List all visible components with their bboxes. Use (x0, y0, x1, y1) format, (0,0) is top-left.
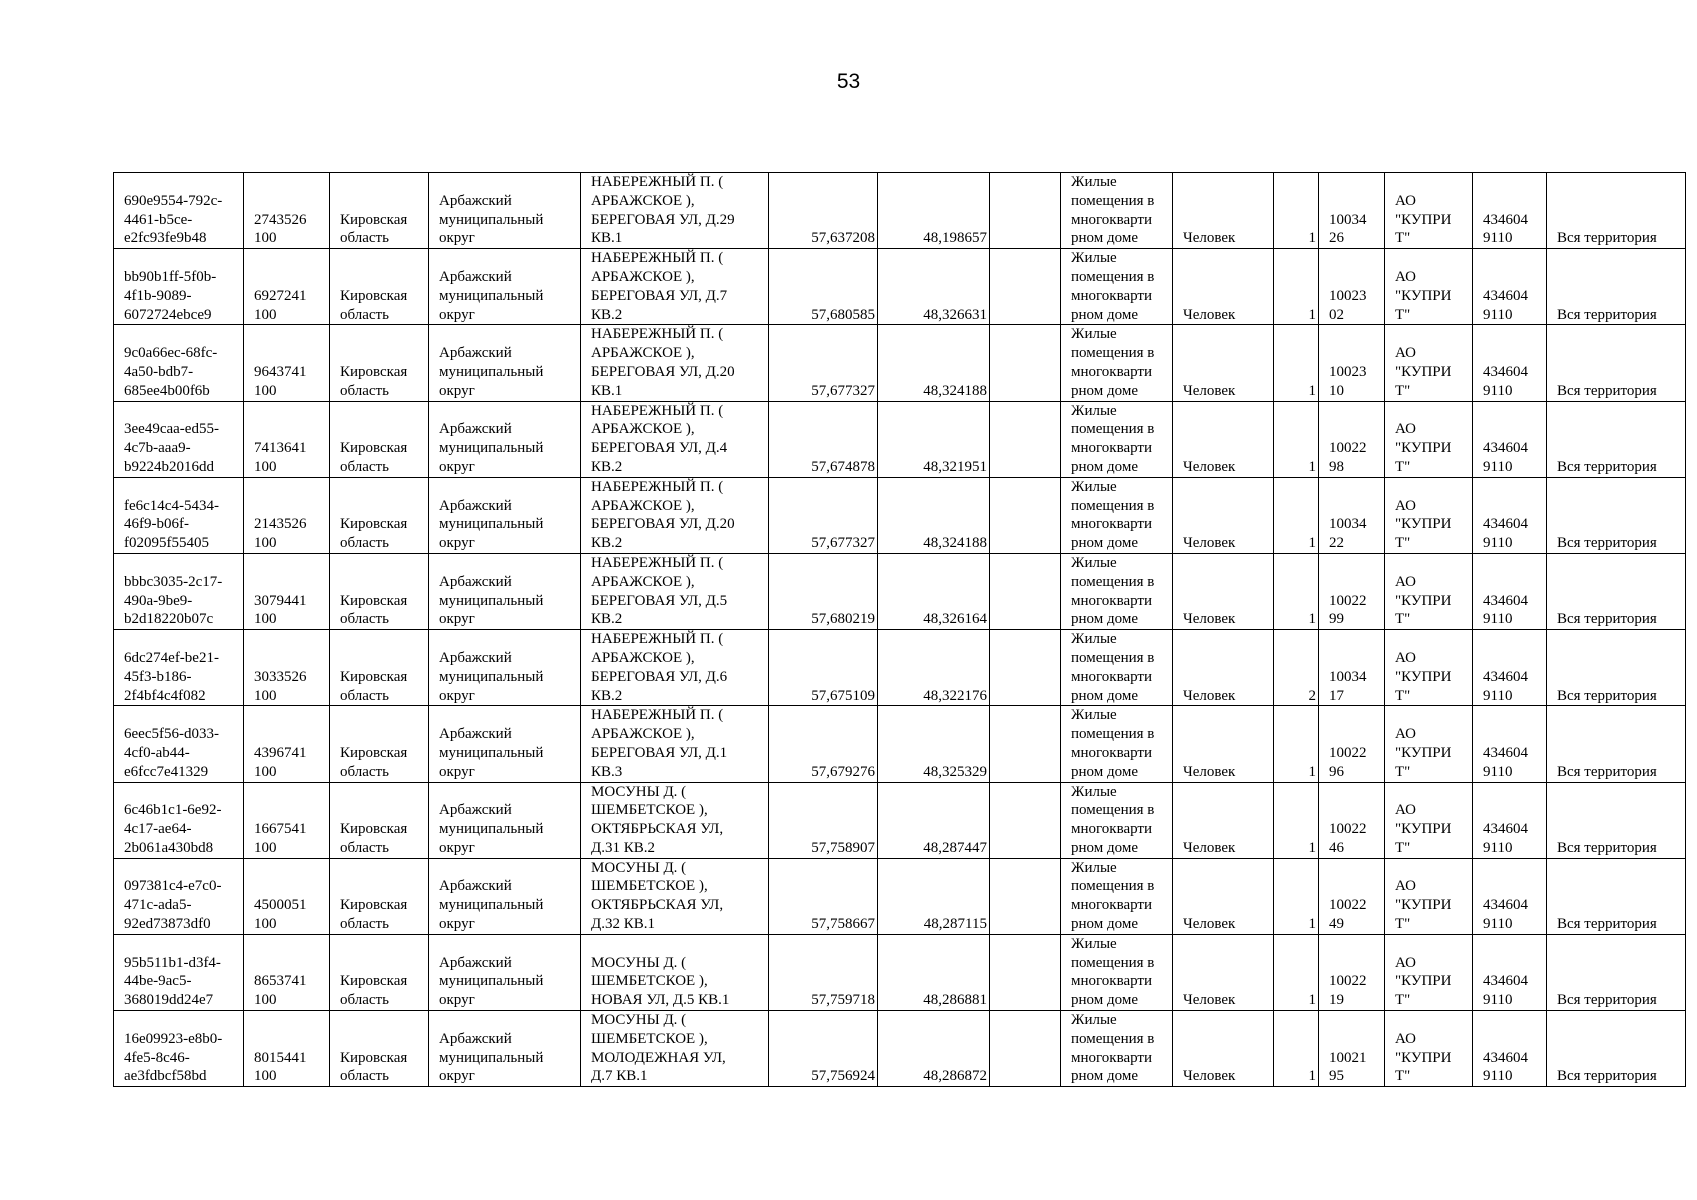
cell-organization: АО "КУПРИ Т" (1385, 782, 1473, 858)
cell-region: Кировская область (330, 553, 429, 629)
cell-inn: 434604 9110 (1473, 173, 1547, 249)
cell-empty (990, 934, 1061, 1010)
cell-organization: АО "КУПРИ Т" (1385, 858, 1473, 934)
cell-premises-type: Жилые помещения в многокварти рном доме (1061, 553, 1173, 629)
table-row (114, 630, 1686, 706)
cell-account: 10022 49 (1319, 858, 1385, 934)
cell-region: Кировская область (330, 1011, 429, 1087)
cell-longitude: 48,287447 (878, 782, 990, 858)
cell-longitude: 48,286872 (878, 1011, 990, 1087)
cell-premises-type: Жилые помещения в многокварти рном доме (1061, 934, 1173, 1010)
cell-organization: АО "КУПРИ Т" (1385, 630, 1473, 706)
cell-region: Кировская область (330, 858, 429, 934)
cell-id: 3ee49caa-ed55- 4c7b-aaa9- b9224b2016dd (114, 401, 244, 477)
cell-account: 10023 02 (1319, 249, 1385, 325)
cell-latitude: 57,677327 (769, 477, 878, 553)
cell-address: НАБЕРЕЖНЫЙ П. ( АРБАЖСКОЕ ), БЕРЕГОВАЯ УЛ, Д.6 КВ.2 (581, 630, 769, 706)
cell-territory: Вся территория (1547, 630, 1686, 706)
cell-district: Арбажский муниципальный округ (429, 934, 581, 1010)
cell-premises-type: Жилые помещения в многокварти рном доме (1061, 630, 1173, 706)
cell-longitude: 48,287115 (878, 858, 990, 934)
cell-longitude: 48,322176 (878, 630, 990, 706)
cell-empty (990, 782, 1061, 858)
cell-longitude: 48,286881 (878, 934, 990, 1010)
cell-address: НАБЕРЕЖНЫЙ П. ( АРБАЖСКОЕ ), БЕРЕГОВАЯ УЛ, Д.1 КВ.3 (581, 706, 769, 782)
cell-account: 10022 96 (1319, 706, 1385, 782)
cell-latitude: 57,679276 (769, 706, 878, 782)
cell-empty (990, 325, 1061, 401)
cell-id: 16e09923-e8b0- 4fe5-8c46- ae3fdbcf58bd (114, 1011, 244, 1087)
cell-id: bbbc3035-2c17- 490a-9be9- b2d18220b07c (114, 553, 244, 629)
cell-territory: Вся территория (1547, 934, 1686, 1010)
cell-region: Кировская область (330, 934, 429, 1010)
cell-latitude: 57,759718 (769, 934, 878, 1010)
registry-table (113, 172, 1686, 1087)
table-row (114, 553, 1686, 629)
cell-premises-type: Жилые помещения в многокварти рном доме (1061, 1011, 1173, 1087)
cell-address: НАБЕРЕЖНЫЙ П. ( АРБАЖСКОЕ ), БЕРЕГОВАЯ УЛ, Д.29 КВ.1 (581, 173, 769, 249)
cell-address: НАБЕРЕЖНЫЙ П. ( АРБАЖСКОЕ ), БЕРЕГОВАЯ УЛ, Д.4 КВ.2 (581, 401, 769, 477)
cell-inn: 434604 9110 (1473, 477, 1547, 553)
cell-region: Кировская область (330, 173, 429, 249)
cell-empty (990, 401, 1061, 477)
cell-address: НАБЕРЕЖНЫЙ П. ( АРБАЖСКОЕ ), БЕРЕГОВАЯ УЛ, Д.5 КВ.2 (581, 553, 769, 629)
cell-premises-type: Жилые помещения в многокварти рном доме (1061, 325, 1173, 401)
cell-latitude: 57,637208 (769, 173, 878, 249)
cell-premises-type: Жилые помещения в многокварти рном доме (1061, 173, 1173, 249)
cell-longitude: 48,324188 (878, 477, 990, 553)
table-row (114, 173, 1686, 249)
table-row (114, 782, 1686, 858)
cell-longitude: 48,326164 (878, 553, 990, 629)
cell-unit: Человек (1173, 858, 1274, 934)
cell-unit: Человек (1173, 706, 1274, 782)
cell-district: Арбажский муниципальный округ (429, 401, 581, 477)
cell-region: Кировская область (330, 401, 429, 477)
cell-organization: АО "КУПРИ Т" (1385, 325, 1473, 401)
cell-id: 097381c4-e7c0- 471c-ada5- 92ed73873df0 (114, 858, 244, 934)
cell-id: 6eec5f56-d033- 4cf0-ab44- e6fcc7e41329 (114, 706, 244, 782)
cell-territory: Вся территория (1547, 858, 1686, 934)
cell-unit: Человек (1173, 249, 1274, 325)
cell-district: Арбажский муниципальный округ (429, 325, 581, 401)
cell-code: 8653741 100 (244, 934, 330, 1010)
cell-account: 10034 26 (1319, 173, 1385, 249)
cell-district: Арбажский муниципальный округ (429, 249, 581, 325)
cell-region: Кировская область (330, 782, 429, 858)
cell-region: Кировская область (330, 630, 429, 706)
table-row (114, 401, 1686, 477)
cell-territory: Вся территория (1547, 553, 1686, 629)
cell-id: 95b511b1-d3f4- 44be-9ac5- 368019dd24e7 (114, 934, 244, 1010)
cell-account: 10023 10 (1319, 325, 1385, 401)
cell-territory: Вся территория (1547, 782, 1686, 858)
cell-address: НАБЕРЕЖНЫЙ П. ( АРБАЖСКОЕ ), БЕРЕГОВАЯ УЛ, Д.20 КВ.2 (581, 477, 769, 553)
cell-count: 1 (1274, 249, 1319, 325)
cell-organization: АО "КУПРИ Т" (1385, 173, 1473, 249)
cell-count: 1 (1274, 706, 1319, 782)
cell-account: 10034 22 (1319, 477, 1385, 553)
cell-territory: Вся территория (1547, 401, 1686, 477)
cell-account: 10022 46 (1319, 782, 1385, 858)
cell-count: 1 (1274, 325, 1319, 401)
cell-district: Арбажский муниципальный округ (429, 630, 581, 706)
cell-territory: Вся территория (1547, 1011, 1686, 1087)
cell-inn: 434604 9110 (1473, 934, 1547, 1010)
cell-inn: 434604 9110 (1473, 706, 1547, 782)
table-row (114, 477, 1686, 553)
cell-account: 10034 17 (1319, 630, 1385, 706)
cell-empty (990, 1011, 1061, 1087)
cell-code: 4500051 100 (244, 858, 330, 934)
cell-premises-type: Жилые помещения в многокварти рном доме (1061, 782, 1173, 858)
cell-unit: Человек (1173, 630, 1274, 706)
cell-id: fe6c14c4-5434- 46f9-b06f- f02095f55405 (114, 477, 244, 553)
cell-organization: АО "КУПРИ Т" (1385, 706, 1473, 782)
cell-organization: АО "КУПРИ Т" (1385, 934, 1473, 1010)
cell-inn: 434604 9110 (1473, 1011, 1547, 1087)
cell-inn: 434604 9110 (1473, 553, 1547, 629)
cell-address: МОСУНЫ Д. ( ШЕМБЕТСКОЕ ), ОКТЯБРЬСКАЯ УЛ, Д.32 КВ.1 (581, 858, 769, 934)
cell-district: Арбажский муниципальный округ (429, 706, 581, 782)
cell-count: 1 (1274, 1011, 1319, 1087)
cell-empty (990, 706, 1061, 782)
cell-premises-type: Жилые помещения в многокварти рном доме (1061, 706, 1173, 782)
table-row (114, 325, 1686, 401)
cell-account: 10022 98 (1319, 401, 1385, 477)
cell-latitude: 57,758667 (769, 858, 878, 934)
cell-id: 9c0a66ec-68fc- 4a50-bdb7- 685ee4b00f6b (114, 325, 244, 401)
cell-empty (990, 477, 1061, 553)
cell-unit: Человек (1173, 401, 1274, 477)
cell-latitude: 57,756924 (769, 1011, 878, 1087)
cell-unit: Человек (1173, 553, 1274, 629)
cell-code: 4396741 100 (244, 706, 330, 782)
cell-address: МОСУНЫ Д. ( ШЕМБЕТСКОЕ ), МОЛОДЕЖНАЯ УЛ, Д.7 КВ.1 (581, 1011, 769, 1087)
cell-count: 1 (1274, 934, 1319, 1010)
cell-empty (990, 553, 1061, 629)
registry-rows (114, 173, 1686, 1087)
cell-district: Арбажский муниципальный округ (429, 782, 581, 858)
cell-region: Кировская область (330, 249, 429, 325)
cell-empty (990, 858, 1061, 934)
cell-district: Арбажский муниципальный округ (429, 553, 581, 629)
cell-territory: Вся территория (1547, 249, 1686, 325)
cell-count: 1 (1274, 553, 1319, 629)
cell-count: 1 (1274, 782, 1319, 858)
cell-premises-type: Жилые помещения в многокварти рном доме (1061, 401, 1173, 477)
cell-district: Арбажский муниципальный округ (429, 173, 581, 249)
cell-address: НАБЕРЕЖНЫЙ П. ( АРБАЖСКОЕ ), БЕРЕГОВАЯ УЛ, Д.7 КВ.2 (581, 249, 769, 325)
cell-premises-type: Жилые помещения в многокварти рном доме (1061, 858, 1173, 934)
cell-account: 10021 95 (1319, 1011, 1385, 1087)
cell-longitude: 48,321951 (878, 401, 990, 477)
cell-inn: 434604 9110 (1473, 858, 1547, 934)
cell-territory: Вся территория (1547, 706, 1686, 782)
cell-unit: Человек (1173, 1011, 1274, 1087)
cell-organization: АО "КУПРИ Т" (1385, 553, 1473, 629)
cell-territory: Вся территория (1547, 173, 1686, 249)
cell-code: 1667541 100 (244, 782, 330, 858)
cell-account: 10022 19 (1319, 934, 1385, 1010)
cell-empty (990, 173, 1061, 249)
cell-longitude: 48,198657 (878, 173, 990, 249)
table-row (114, 706, 1686, 782)
cell-id: 6dc274ef-be21- 45f3-b186- 2f4bf4c4f082 (114, 630, 244, 706)
table-row (114, 858, 1686, 934)
cell-id: 6c46b1c1-6e92- 4c17-ae64- 2b061a430bd8 (114, 782, 244, 858)
cell-region: Кировская область (330, 325, 429, 401)
cell-organization: АО "КУПРИ Т" (1385, 401, 1473, 477)
cell-latitude: 57,677327 (769, 325, 878, 401)
cell-count: 1 (1274, 858, 1319, 934)
cell-inn: 434604 9110 (1473, 630, 1547, 706)
cell-address: МОСУНЫ Д. ( ШЕМБЕТСКОЕ ), ОКТЯБРЬСКАЯ УЛ, Д.31 КВ.2 (581, 782, 769, 858)
cell-code: 2143526 100 (244, 477, 330, 553)
cell-code: 6927241 100 (244, 249, 330, 325)
cell-unit: Человек (1173, 325, 1274, 401)
page-number: 53 (836, 70, 861, 93)
cell-code: 2743526 100 (244, 173, 330, 249)
cell-count: 1 (1274, 401, 1319, 477)
cell-premises-type: Жилые помещения в многокварти рном доме (1061, 249, 1173, 325)
cell-longitude: 48,325329 (878, 706, 990, 782)
cell-organization: АО "КУПРИ Т" (1385, 1011, 1473, 1087)
cell-territory: Вся территория (1547, 325, 1686, 401)
cell-empty (990, 630, 1061, 706)
cell-district: Арбажский муниципальный округ (429, 858, 581, 934)
table-row (114, 934, 1686, 1010)
cell-count: 1 (1274, 173, 1319, 249)
cell-address: МОСУНЫ Д. ( ШЕМБЕТСКОЕ ), НОВАЯ УЛ, Д.5 КВ.1 (581, 934, 769, 1010)
cell-code: 3033526 100 (244, 630, 330, 706)
cell-address: НАБЕРЕЖНЫЙ П. ( АРБАЖСКОЕ ), БЕРЕГОВАЯ УЛ, Д.20 КВ.1 (581, 325, 769, 401)
cell-premises-type: Жилые помещения в многокварти рном доме (1061, 477, 1173, 553)
cell-inn: 434604 9110 (1473, 249, 1547, 325)
cell-count: 2 (1274, 630, 1319, 706)
cell-inn: 434604 9110 (1473, 325, 1547, 401)
cell-organization: АО "КУПРИ Т" (1385, 249, 1473, 325)
cell-code: 9643741 100 (244, 325, 330, 401)
cell-inn: 434604 9110 (1473, 401, 1547, 477)
cell-unit: Человек (1173, 934, 1274, 1010)
cell-region: Кировская область (330, 477, 429, 553)
cell-region: Кировская область (330, 706, 429, 782)
cell-district: Арбажский муниципальный округ (429, 477, 581, 553)
cell-code: 7413641 100 (244, 401, 330, 477)
cell-longitude: 48,324188 (878, 325, 990, 401)
cell-count: 1 (1274, 477, 1319, 553)
cell-unit: Человек (1173, 782, 1274, 858)
cell-latitude: 57,758907 (769, 782, 878, 858)
cell-id: 690e9554-792c- 4461-b5ce- e2fc93fe9b48 (114, 173, 244, 249)
table-row (114, 1011, 1686, 1087)
cell-latitude: 57,674878 (769, 401, 878, 477)
cell-account: 10022 99 (1319, 553, 1385, 629)
cell-territory: Вся территория (1547, 477, 1686, 553)
cell-unit: Человек (1173, 477, 1274, 553)
cell-district: Арбажский муниципальный округ (429, 1011, 581, 1087)
cell-latitude: 57,680219 (769, 553, 878, 629)
cell-code: 3079441 100 (244, 553, 330, 629)
cell-code: 8015441 100 (244, 1011, 330, 1087)
cell-id: bb90b1ff-5f0b- 4f1b-9089- 6072724ebce9 (114, 249, 244, 325)
cell-unit: Человек (1173, 173, 1274, 249)
cell-organization: АО "КУПРИ Т" (1385, 477, 1473, 553)
cell-latitude: 57,675109 (769, 630, 878, 706)
table-row (114, 249, 1686, 325)
cell-inn: 434604 9110 (1473, 782, 1547, 858)
cell-latitude: 57,680585 (769, 249, 878, 325)
cell-longitude: 48,326631 (878, 249, 990, 325)
cell-empty (990, 249, 1061, 325)
